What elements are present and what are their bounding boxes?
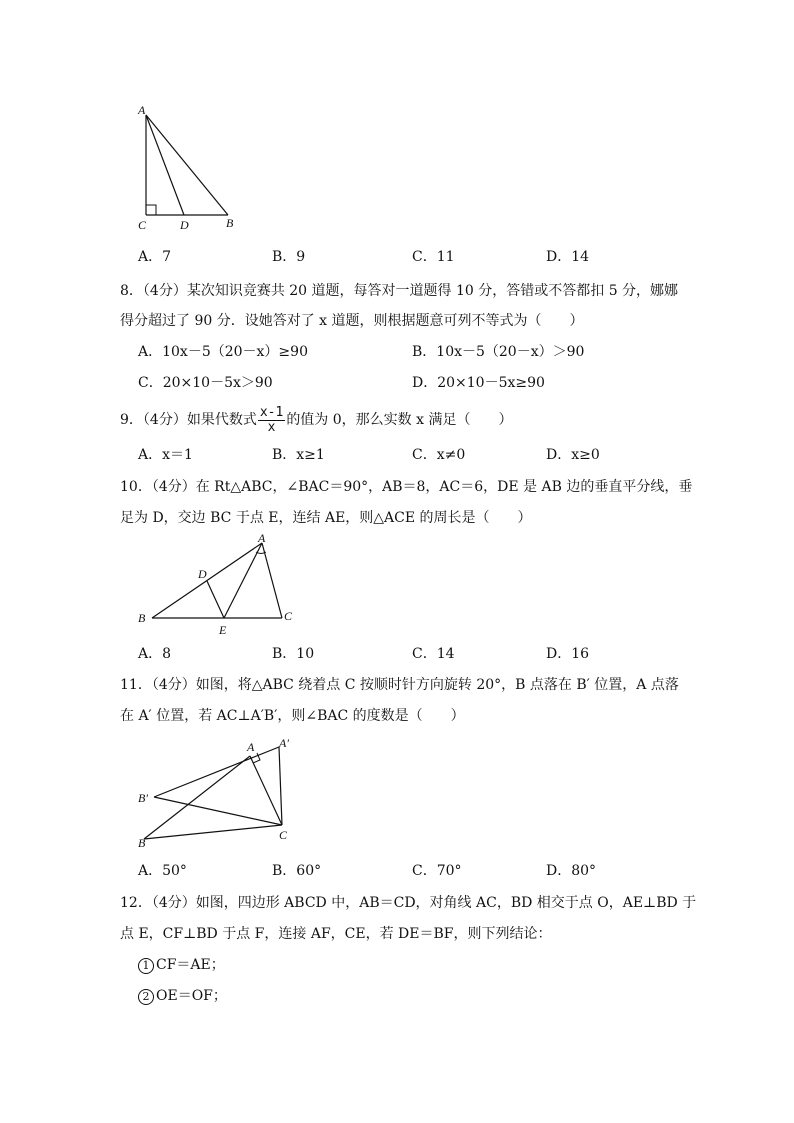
q12-conclusion-2 — [138, 986, 227, 1006]
q11-label-b-prime: B′ — [138, 791, 148, 805]
q9-fraction-numerator: x-1 — [259, 404, 284, 420]
q10-option-a[interactable]: A．8 — [138, 646, 172, 662]
q11-option-c[interactable]: C．70° — [412, 863, 462, 879]
q10-stem-line2: 足为 D，交边 BC 于点 E，连结 AE，则△ACE 的周长是（ ） — [120, 510, 532, 526]
q12-conclusion-1-marker: 1 — [138, 958, 154, 974]
q8-option-a[interactable]: A．10x－5（20－x）≥90 — [138, 344, 308, 360]
q10-segment-de — [207, 581, 224, 618]
q10-segment-ae — [224, 543, 262, 618]
q9-stem-suffix: 的值为 0，那么实数 x 满足（ ） — [286, 412, 513, 428]
q7-option-a[interactable]: A．7 — [138, 249, 172, 265]
q11-label-a: A — [247, 740, 255, 754]
q9-fraction — [258, 406, 285, 435]
q10-stem-line1: 10．（4分）在 Rt△ABC，∠BAC＝90°，AB＝8，AC＝6，DE 是 AB 边的垂直平分线，垂 — [120, 479, 693, 495]
q11-side-a2c — [279, 747, 282, 825]
q11-option-a[interactable]: A．50° — [138, 863, 187, 879]
q10-label-b: B — [138, 611, 146, 625]
q11-side-bc — [144, 825, 282, 839]
q8-stem-line2: 得分超过了 90 分．设她答对了 x 道题，则根据题意可列不等式为（ ） — [120, 313, 584, 329]
q9-option-c[interactable]: C．x≠0 — [412, 447, 466, 463]
q7-option-b[interactable]: B．9 — [272, 249, 306, 265]
q9-stem — [120, 404, 512, 436]
q12-conclusion-2-marker: 2 — [138, 989, 154, 1005]
q7-label-b: B — [226, 216, 234, 230]
q9-option-d[interactable]: D．x≥0 — [546, 447, 600, 463]
q11-side-b2c — [154, 797, 282, 825]
q10-label-d: D — [198, 567, 207, 581]
q12-stem-line1: 12．（4分）如图，四边形 ABCD 中，AB＝CD，对角线 AC，BD 相交于点 O，AE⊥BD 于 — [120, 895, 697, 911]
q10-side-ac — [262, 543, 282, 618]
q8-option-d[interactable]: D．20×10－5x≥90 — [412, 375, 545, 391]
q11-option-d[interactable]: D．80° — [546, 863, 597, 879]
q12-conclusion-1 — [138, 955, 225, 975]
q7-right-angle-mark — [146, 205, 156, 215]
q8-option-b[interactable]: B．10x－5（20－x）＞90 — [412, 344, 585, 360]
q10-side-ab — [152, 543, 262, 618]
q11-stem-line1: 11．（4分）如图，将△ABC 绕着点 C 按顺时针方向旋转 20°，B 点落在 B′ 位置，A 点落 — [120, 677, 679, 693]
q9-stem-prefix: 9．（4分）如果代数式 — [120, 412, 257, 428]
q7-label-c: C — [138, 218, 147, 232]
q12-conclusion-1-text: CF＝AE； — [156, 957, 225, 973]
q11-option-b[interactable]: B．60° — [272, 863, 322, 879]
q8-option-c[interactable]: C．20×10－5x＞90 — [138, 375, 273, 391]
q8-stem-line1: 8．（4分）某次知识竞赛共 20 道题，每答对一道题得 10 分，答错或不答都扣 5 分，娜娜 — [120, 283, 679, 299]
q7-side-ab — [146, 115, 228, 215]
q7-segment-ad — [146, 115, 184, 215]
q7-label-d: D — [180, 218, 189, 232]
q10-triangle-figure — [132, 530, 302, 640]
q11-stem-line2: 在 A′ 位置，若 AC⊥A′B′，则∠BAC 的度数是（ ） — [120, 708, 465, 724]
q12-stem-line2: 点 E，CF⊥BD 于点 F，连接 AF，CE，若 DE＝BF，则下列结论： — [120, 926, 552, 942]
q10-label-e: E — [219, 623, 227, 637]
q10-option-d[interactable]: D．16 — [546, 646, 590, 662]
q11-label-a-prime: A′ — [279, 736, 289, 750]
q10-label-c: C — [284, 609, 293, 623]
q10-label-a: A — [258, 531, 266, 545]
q9-option-b[interactable]: B．x≥1 — [272, 447, 325, 463]
q12-conclusion-2-text: OE＝OF； — [156, 988, 227, 1004]
q11-label-c: C — [279, 828, 288, 842]
q10-option-b[interactable]: B．10 — [272, 646, 315, 662]
q10-option-c[interactable]: C．14 — [412, 646, 455, 662]
q11-side-ab — [144, 756, 250, 839]
q11-rotation-figure — [132, 733, 312, 853]
q11-side-ac — [250, 756, 282, 825]
q7-option-c[interactable]: C．11 — [412, 249, 455, 265]
q9-option-a[interactable]: A．x＝1 — [138, 447, 193, 463]
q7-triangle-figure — [132, 100, 242, 235]
q7-label-a: A — [138, 103, 146, 117]
q11-side-a2b2 — [154, 747, 279, 797]
q11-label-b: B — [138, 836, 146, 850]
q9-fraction-denominator: x — [267, 419, 276, 435]
q7-option-d[interactable]: D．14 — [546, 249, 590, 265]
